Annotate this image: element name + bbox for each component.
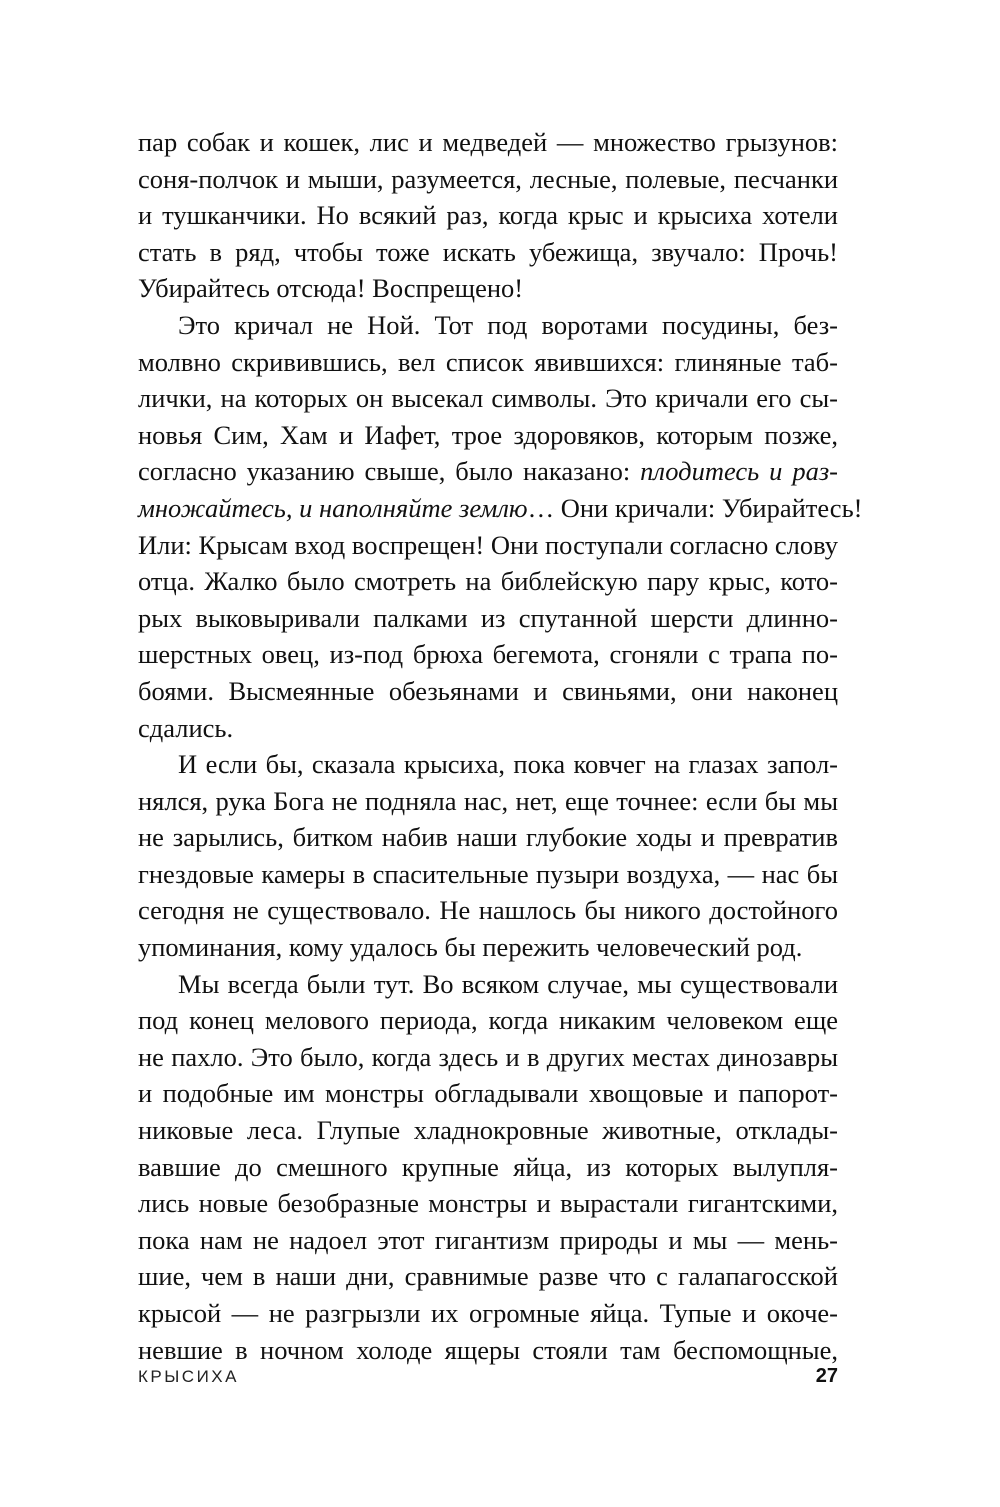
text-line: рых выковыривали палками из спутанной шерсти длинно- bbox=[138, 602, 838, 633]
italic-quote: множайтесь, и наполняйте землю bbox=[138, 492, 528, 523]
text-line: упоминания, кому удалось бы пережить человеческий род. bbox=[138, 932, 803, 963]
italic-quote: плодитесь и раз- bbox=[640, 456, 838, 487]
text-line: пока нам не надоел этот гигантизм природы и мы — мень- bbox=[138, 1224, 838, 1255]
text-line: И если бы, сказала крысиха, пока ковчег на глазах запол- bbox=[178, 749, 838, 780]
text-line: Или: Крысам вход воспрещен! Они поступали согласно слову bbox=[138, 529, 838, 560]
text-line: стать в ряд, чтобы тоже искать убежища, звучало: Прочь! bbox=[138, 236, 838, 267]
text-line: боями. Высмеянные обезьянами и свиньями, они наконец bbox=[138, 675, 838, 706]
page-footer bbox=[138, 1367, 838, 1397]
text-line: соня-полчок и мыши, разумеется, лесные, полевые, песчанки bbox=[138, 163, 838, 194]
text-line: и подобные им монстры обгладывали хвощовые и папорот- bbox=[138, 1078, 838, 1109]
paragraph bbox=[138, 124, 838, 307]
body-text bbox=[138, 124, 863, 1368]
text-line bbox=[138, 490, 863, 527]
text-line: нялся, рука Бога не подняла нас, нет, еще точнее: если бы мы bbox=[138, 785, 838, 816]
text-line: Мы всегда были тут. Во всяком случае, мы существовали bbox=[178, 968, 838, 999]
text-line: лички, на которых он высекал символы. Это кричали его сы- bbox=[138, 383, 838, 414]
paragraph bbox=[138, 966, 838, 1369]
text-line: пар собак и кошек, лис и медведей — множество грызунов: bbox=[138, 127, 838, 157]
paragraph bbox=[138, 307, 863, 746]
text-line: невшие в ночном холоде ящеры стояли там беспомощные, bbox=[138, 1334, 838, 1365]
text-line: новья Сим, Хам и Иафет, трое здоровяков, которым позже, bbox=[138, 419, 838, 450]
text-line: лись новые безобразные монстры и вырастали гигантскими, bbox=[138, 1188, 838, 1219]
text-line: шие, чем в наши дни, сравнимые разве что с галапагосской bbox=[138, 1261, 838, 1292]
text-line: Убирайтесь отсюда! Воспрещено! bbox=[138, 273, 524, 304]
text-line: не зарылись, битком набив наши глубокие ходы и превратив bbox=[138, 822, 838, 853]
text-line: под конец мелового периода, когда никаким человеком еще bbox=[138, 1005, 838, 1036]
text-line: не пахло. Это было, когда здесь и в других местах динозавры bbox=[138, 1041, 838, 1072]
text-line: сдались. bbox=[138, 712, 234, 743]
paragraph bbox=[138, 746, 838, 966]
text-line: вавшие до смешного крупные яйца, из которых вылупля- bbox=[138, 1151, 838, 1182]
text-line: шерстных овец, из-под брюха бегемота, сгоняли с трапа по- bbox=[138, 639, 838, 670]
text-line: молвно скривившись, вел список явившихся: глиняные таб- bbox=[138, 346, 838, 377]
text-line: крысой — не разгрызли их огромные яйца. Тупые и окоче- bbox=[138, 1298, 838, 1328]
text-line: отца. Жалко было смотреть на библейскую пару крыс, кото- bbox=[138, 566, 838, 597]
text-line bbox=[138, 453, 838, 490]
text-fragment: согласно указанию свыше, было наказано: bbox=[138, 456, 641, 487]
running-title: КРЫСИХА bbox=[138, 1367, 239, 1386]
text-line: гнездовые камеры в спасительные пузыри воздуха, — нас бы bbox=[138, 858, 838, 889]
page-number: 27 bbox=[815, 1365, 838, 1387]
text-line: Это кричал не Ной. Тот под воротами посудины, без- bbox=[178, 309, 838, 340]
text-line: никовые леса. Глупые хладнокровные животные, отклады- bbox=[138, 1115, 838, 1146]
text-fragment: … Они кричали: Убирайтесь! bbox=[527, 492, 863, 523]
text-line: сегодня не существовало. Не нашлось бы никого достойного bbox=[138, 895, 838, 926]
text-line: и тушканчики. Но всякий раз, когда крыс и крысиха хотели bbox=[138, 200, 838, 231]
